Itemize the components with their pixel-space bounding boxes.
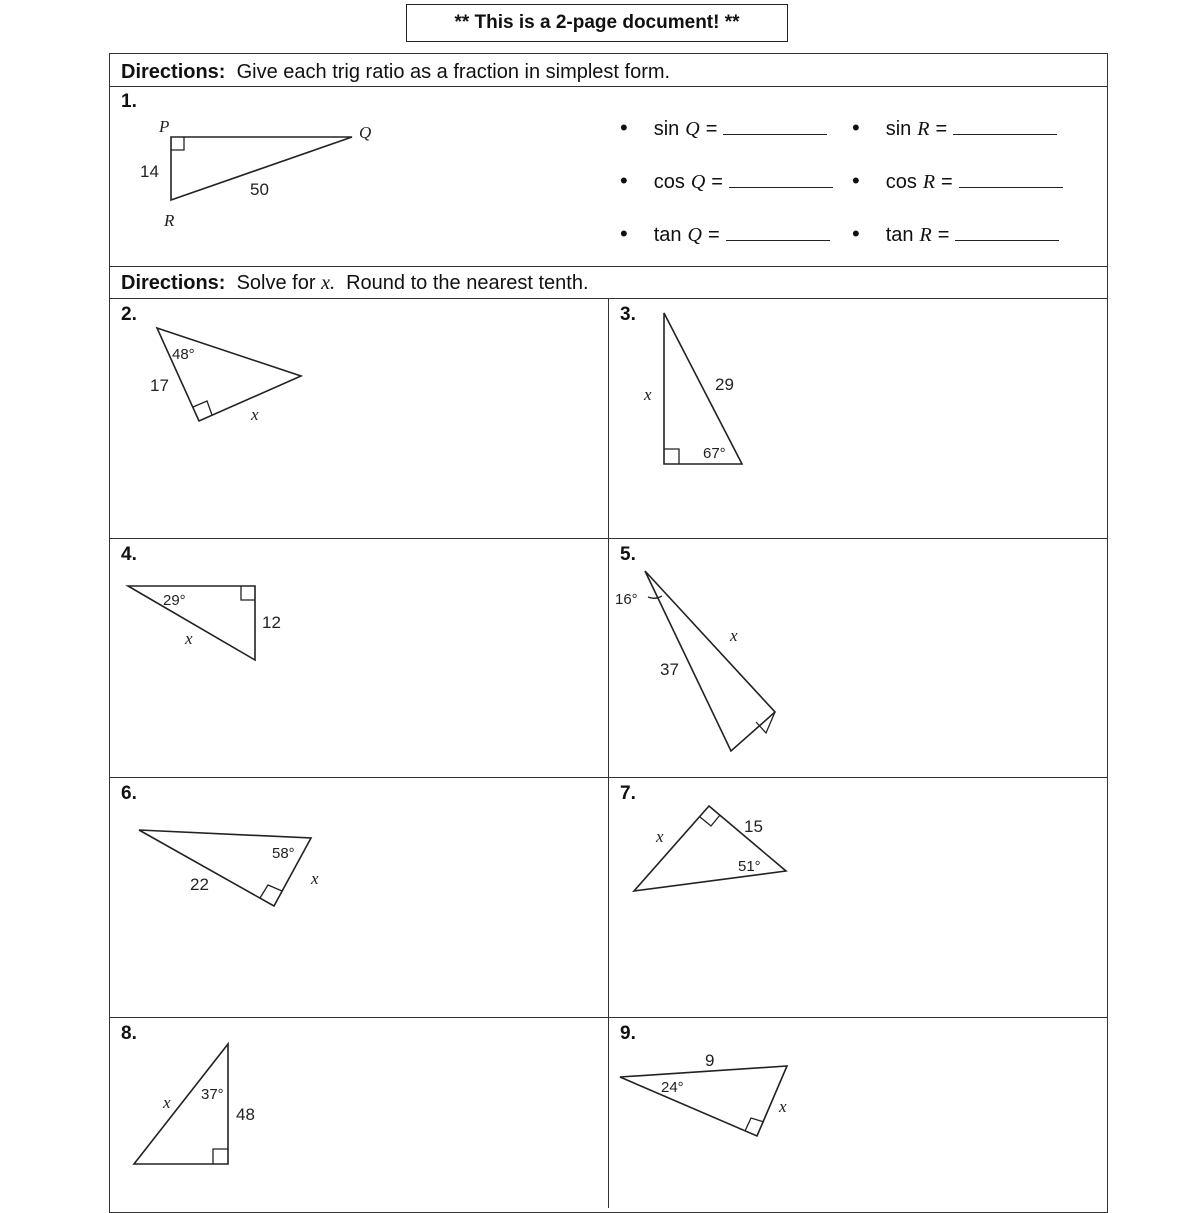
ratio-tan-q: • tan Q = bbox=[620, 221, 830, 247]
triangle-problem-9 bbox=[620, 1051, 787, 1136]
triangle-pqr bbox=[140, 117, 371, 230]
directions-pre: Solve for bbox=[236, 272, 316, 294]
ratio-var: Q bbox=[685, 118, 700, 140]
ratio-var: Q bbox=[687, 224, 702, 246]
ratio-eq: = bbox=[937, 224, 950, 246]
ratio-func: cos bbox=[885, 171, 917, 193]
ratio-func: tan bbox=[653, 224, 682, 246]
unknown-label: x bbox=[644, 385, 652, 404]
ratio-tan-r: • tan R = bbox=[852, 221, 1059, 247]
unknown-label: x bbox=[779, 1097, 787, 1116]
triangle-problem-7 bbox=[634, 806, 786, 891]
side-label: 12 bbox=[262, 613, 281, 632]
ratio-var: R bbox=[919, 224, 932, 246]
right-angle-marker bbox=[241, 586, 255, 600]
vertex-label-p: P bbox=[159, 117, 170, 136]
triangle-problem-5 bbox=[615, 571, 775, 751]
ratio-var: R bbox=[922, 171, 936, 193]
unknown-label: x bbox=[311, 869, 319, 888]
unknown-label: x bbox=[185, 629, 193, 648]
unknown-label: x bbox=[730, 626, 738, 645]
ratio-cos-r: • cos R = bbox=[852, 168, 1063, 194]
side-label: 48 bbox=[236, 1105, 255, 1124]
ratio-eq: = bbox=[941, 171, 953, 193]
angle-label: 51° bbox=[738, 858, 761, 875]
triangle-outline bbox=[620, 1066, 787, 1136]
angle-label: 67° bbox=[703, 445, 726, 462]
triangle-outline bbox=[634, 806, 786, 891]
triangle-outline bbox=[157, 328, 301, 421]
directions-label: Directions: bbox=[121, 61, 226, 83]
side-label: 17 bbox=[150, 376, 169, 395]
ratio-eq: = bbox=[707, 224, 720, 246]
triangle-problem-3 bbox=[643, 313, 742, 464]
ratio-sin-r: • sin R = bbox=[852, 115, 1057, 141]
ratio-cos-q: • cos Q = bbox=[620, 168, 833, 194]
ratio-eq: = bbox=[711, 171, 723, 193]
angle-label: 48° bbox=[172, 346, 195, 363]
ratio-func: cos bbox=[653, 171, 685, 193]
directions-text: Give each trig ratio as a fraction in simplest form. bbox=[236, 61, 671, 83]
unknown-label: x bbox=[163, 1093, 171, 1112]
side-label: 37 bbox=[660, 660, 679, 679]
vertex-label-q: Q bbox=[359, 123, 372, 142]
directions-var: x. bbox=[321, 272, 335, 294]
angle-label: 16° bbox=[615, 591, 638, 608]
ratio-eq: = bbox=[705, 118, 718, 140]
vertex-label-r: R bbox=[164, 211, 175, 230]
angle-label: 37° bbox=[201, 1086, 224, 1103]
directions-post: Round to the nearest tenth. bbox=[346, 272, 589, 294]
unknown-label: x bbox=[656, 827, 664, 846]
triangle-problem-8 bbox=[134, 1044, 255, 1164]
ratio-sin-q: • sin Q = bbox=[620, 115, 827, 141]
triangle-problem-4 bbox=[128, 586, 281, 660]
problem-number: 8. bbox=[121, 1023, 137, 1044]
ratio-func: sin bbox=[885, 118, 912, 140]
ratio-var: Q bbox=[690, 171, 706, 193]
triangle-problem-2 bbox=[150, 328, 301, 424]
ratio-func: sin bbox=[653, 118, 680, 140]
angle-label: 24° bbox=[661, 1079, 684, 1096]
right-angle-marker bbox=[213, 1149, 228, 1164]
triangle-outline bbox=[139, 830, 311, 906]
triangle-outline bbox=[134, 1044, 228, 1164]
ratio-eq: = bbox=[935, 118, 948, 140]
right-angle-marker bbox=[664, 449, 679, 464]
problem-number: 4. bbox=[121, 544, 137, 565]
side-label: 50 bbox=[250, 180, 269, 199]
directions-label: Directions: bbox=[121, 272, 226, 294]
unknown-label: x bbox=[251, 405, 259, 424]
side-label: 22 bbox=[190, 875, 209, 894]
problem-number: 1. bbox=[121, 91, 137, 112]
right-angle-marker bbox=[171, 137, 184, 150]
side-label: 14 bbox=[140, 162, 159, 181]
side-label: 29 bbox=[715, 375, 734, 394]
problem-number: 5. bbox=[620, 544, 636, 565]
problem-number: 7. bbox=[620, 783, 636, 804]
angle-label: 58° bbox=[272, 845, 295, 862]
ratio-func: tan bbox=[885, 224, 914, 246]
right-angle-marker bbox=[700, 815, 720, 826]
angle-label: 29° bbox=[163, 592, 186, 609]
problem-number: 6. bbox=[121, 783, 137, 804]
problem-number: 9. bbox=[620, 1023, 636, 1044]
triangle-problem-6 bbox=[139, 830, 319, 906]
ratio-var: R bbox=[917, 118, 930, 140]
angle-arc bbox=[648, 596, 662, 598]
page-banner: ** This is a 2-page document! ** bbox=[406, 4, 788, 42]
problem-number: 2. bbox=[121, 304, 137, 325]
problem-number: 3. bbox=[620, 304, 636, 325]
triangle-outline bbox=[128, 586, 255, 660]
side-label: 15 bbox=[744, 817, 763, 836]
side-label: 9 bbox=[705, 1051, 715, 1070]
